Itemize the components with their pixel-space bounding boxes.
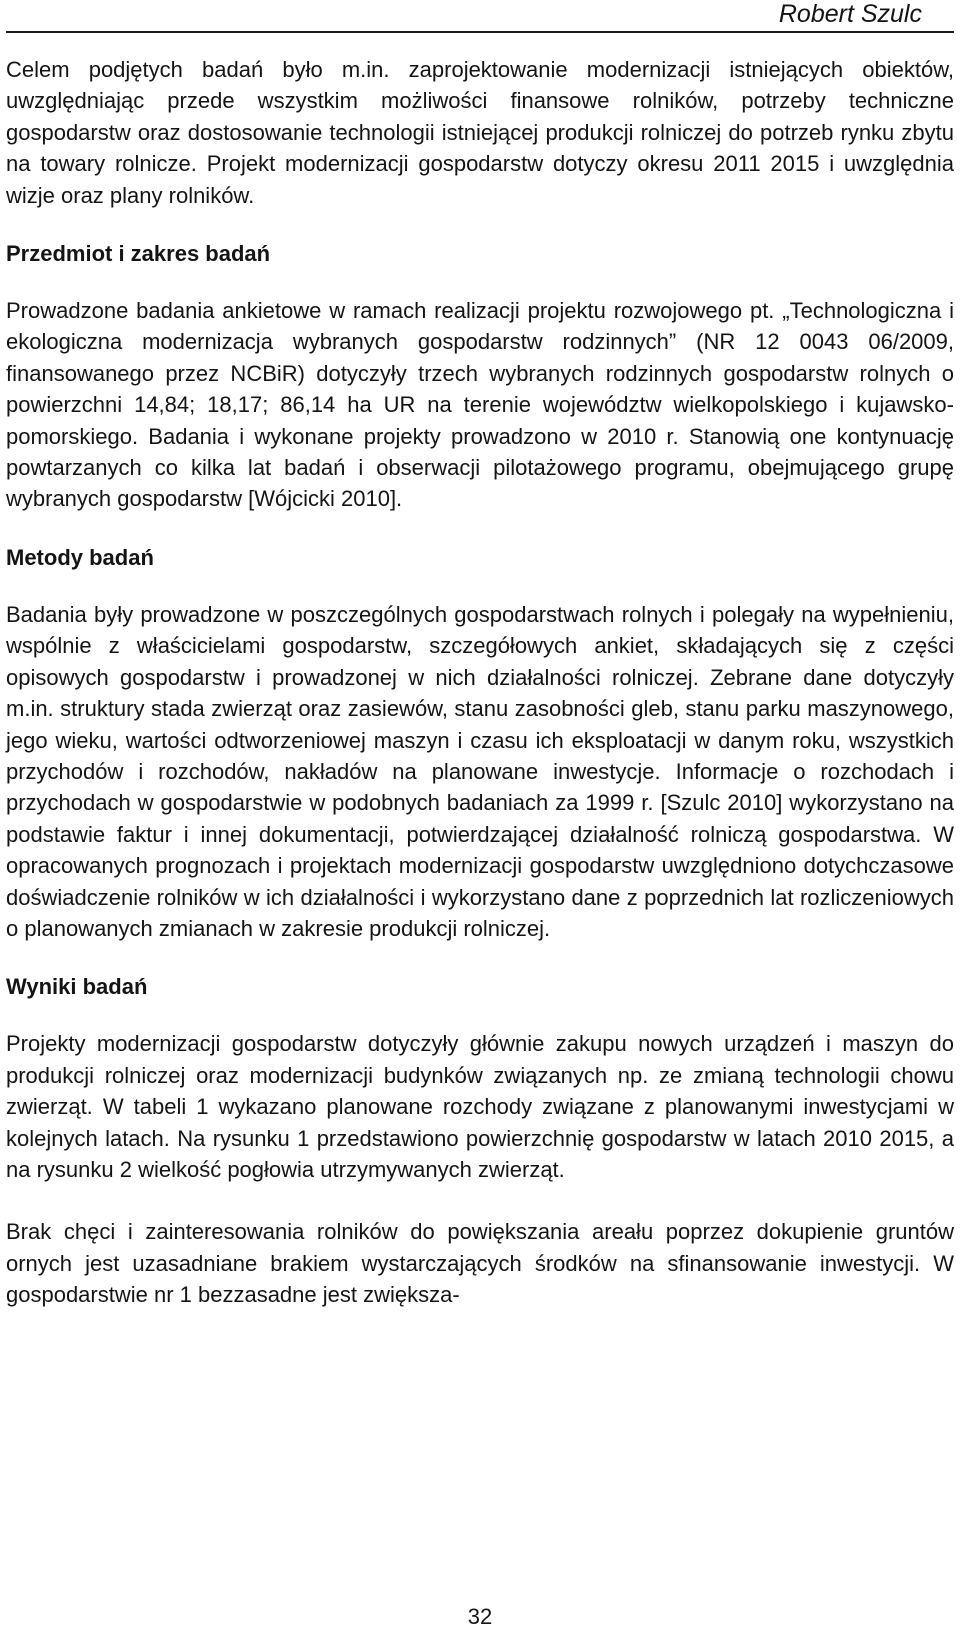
header-rule bbox=[6, 31, 954, 33]
heading-methods: Metody badań bbox=[6, 544, 154, 570]
heading-scope: Przedmiot i zakres badań bbox=[6, 241, 271, 267]
spacer bbox=[6, 211, 954, 238]
page-number: 32 bbox=[467, 1604, 493, 1629]
spacer bbox=[6, 573, 954, 599]
spacer bbox=[6, 944, 954, 971]
article-body bbox=[6, 54, 954, 1311]
heading-results: Wyniki badań bbox=[6, 974, 148, 1000]
paragraph-methods: Badania były prowadzone w poszczególnych gospodarstwach rolnych i polegały na wypełnieniu, wspólnie z właścicielami gospodarstw, szczegółowych ankiet, składających się z części opisowych gospodarstw i prowadzonej w nich działalności rolniczej. Zebrane dane dotyczyły m.in. struktury stada zwierząt oraz zasiewów, stanu zasobności gleb, stanu parku maszynowego, jego wieku, wartości odtworzeniowej maszyn i czasu ich eksploatacji w danym roku, wszystkich przychodów i rozchodów, nakładów na planowane inwestycje. Informacje o rozchodach i przychodach w gospodarstwie w podobnych badaniach za 1999 r. [Szulc 2010] wykorzystano na podstawie faktur i innej dokumentacji, potwierdzającej działalność rolniczą gospodarstwa. W opracowanych prognozach i projektach modernizacji gospodarstw uwzględniono dotychczasowe doświadczenie rolników w ich działalności i wykorzystano dane z poprzednich lat rozliczeniowych o planowanych zmianach w zakresie produkcji rolniczej. bbox=[6, 601, 954, 941]
spacer bbox=[6, 515, 954, 542]
running-header-author: Robert Szulc bbox=[778, 0, 922, 28]
spacer bbox=[6, 1185, 954, 1216]
spacer bbox=[6, 269, 954, 295]
paragraph-research-goal: Celem podjętych badań było m.in. zaprojektowanie modernizacji istniejących obiektów, uwzględniając przede wszystkim możliwości finansowe rolników, potrzeby techniczne gospodarstw oraz dostosowanie technologii istniejącej produkcji rolniczej do potrzeb rynku zbytu na towary rolnicze. Projekt modernizacji gospodarstw dotyczy okresu 2011 2015 i uwzględnia wizje oraz plany rolników. bbox=[6, 57, 954, 208]
paragraph-results-continued: Brak chęci i zainteresowania rolników do powiększania areału poprzez dokupienie gruntów ornych jest uzasadniane brakiem wystarczających środków na sfinansowanie inwestycji. W gospodarstwie nr 1 bezzasadne jest zwiększa- bbox=[6, 1219, 954, 1308]
paragraph-results: Projekty modernizacji gospodarstw dotyczyły głównie zakupu nowych urządzeń i maszyn do produkcji rolniczej oraz modernizacji budynków związanych np. ze zmianą technologii chowu zwierząt. W tabeli 1 wykazano planowane rozchody związane z planowanymi inwestycjami w kolejnych latach. Na rysunku 1 przedstawiono powierzchnię gospodarstw w latach 2010 2015, a na rysunku 2 wielkość pogłowia utrzymywanych zwierząt. bbox=[6, 1031, 954, 1182]
spacer bbox=[6, 1002, 954, 1028]
paragraph-scope: Prowadzone badania ankietowe w ramach realizacji projektu rozwojowego pt. „Technologiczna i ekologiczna modernizacja wybranych gospodarstw rodzinnych” (NR 12 0043 06/2009, finansowanego przez NCBiR) dotyczyły trzech wybranych rodzinnych gospodarstw rolnych o powierzchni 14,84; 18,17; 86,14 ha UR na terenie województw wielkopolskiego i kujawsko-pomorskiego. Badania i wykonane projekty prowadzono w 2010 r. Stanowią one kontynuację powtarzanych co kilka lat badań i obserwacji pilotażowego programu, obejmującego grupę wybranych gospodarstw [Wójcicki 2010]. bbox=[6, 298, 954, 512]
